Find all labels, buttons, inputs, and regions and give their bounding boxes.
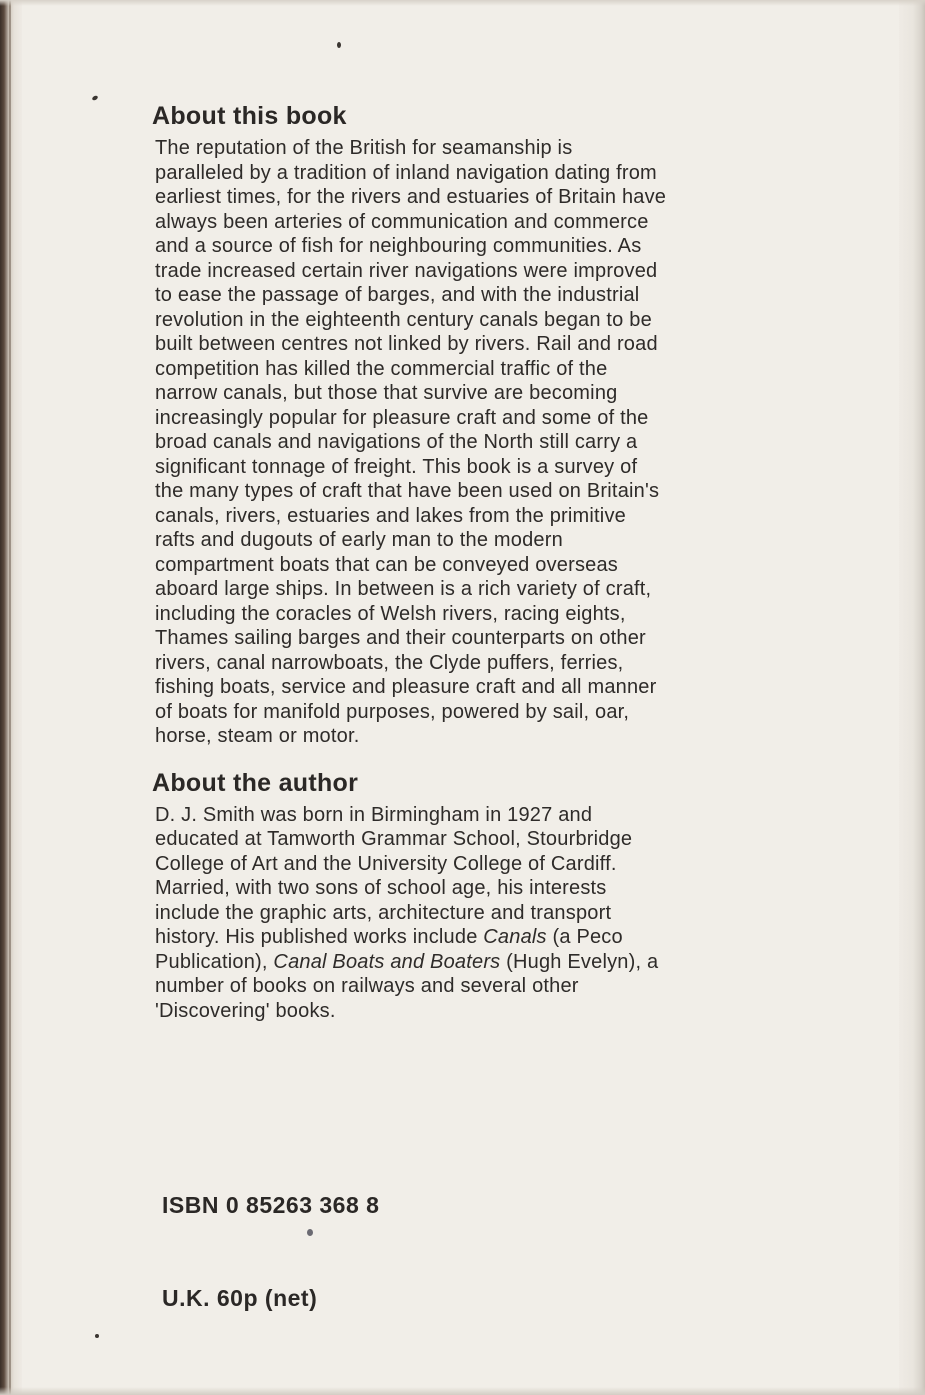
text-line: [155, 950, 775, 975]
about-book-section: [152, 100, 775, 749]
top-page-edge: [0, 0, 925, 6]
about-author-section: [152, 767, 775, 1024]
ink-speck: [337, 42, 341, 48]
bottom-page-edge: [0, 1387, 925, 1395]
text-fragment: Publication),: [155, 950, 274, 973]
text-line: number of books on railways and several other: [155, 975, 579, 997]
text-line: to ease the passage of barges, and with the industrial: [155, 284, 640, 306]
right-page-edge: [899, 0, 925, 1395]
isbn-number: ISBN 0 85263 368 8: [162, 1192, 380, 1218]
text-line: Married, with two sons of school age, his interests: [155, 877, 607, 899]
about-author-text: [155, 803, 775, 1024]
book-spine-edge: [0, 0, 22, 1395]
text-line: significant tonnage of freight. This book is a survey of: [155, 455, 638, 478]
text-line: earliest times, for the rivers and estuaries of Britain have: [155, 186, 667, 208]
text-line: always been arteries of communication and commerce: [155, 210, 649, 233]
spine-crease: [9, 0, 11, 1395]
text-line: increasingly popular for pleasure craft and some of the: [155, 406, 649, 429]
text-line: competition has killed the commercial traffic of the: [155, 357, 608, 380]
text-line: compartment boats that can be conveyed overseas: [155, 553, 618, 576]
ink-speck: [91, 95, 98, 101]
text-line: The reputation of the British for seamanship is: [155, 137, 573, 159]
text-line: rivers, canal narrowboats, the Clyde puffers, ferries,: [155, 651, 624, 674]
text-line: include the graphic arts, architecture and transport: [155, 901, 612, 924]
book-title-canal-boats: Canal Boats and Boaters: [273, 950, 501, 973]
ink-speck: [307, 1229, 313, 1236]
about-book-text: [155, 136, 775, 749]
text-line: revolution in the eighteenth century canals began to be: [155, 308, 652, 331]
text-line: rafts and dugouts of early man to the modern: [155, 529, 563, 551]
text-line: Thames sailing barges and their counterparts on other: [155, 627, 646, 649]
text-line: narrow canals, but those that survive are becoming: [155, 382, 618, 404]
text-fragment: (Hugh Evelyn), a: [500, 950, 659, 973]
text-line: trade increased certain river navigations were improved: [155, 259, 658, 282]
price-label: U.K. 60p (net): [162, 1285, 318, 1311]
text-line: fishing boats, service and pleasure craft and all manner: [155, 676, 657, 698]
text-line: the many types of craft that have been used on Britain's: [155, 480, 660, 502]
ink-speck: [95, 1334, 99, 1338]
text-line: broad canals and navigations of the North still carry a: [155, 431, 638, 453]
text-line: College of Art and the University College of Cardiff.: [155, 852, 617, 875]
text-fragment: (a Peco: [546, 926, 623, 948]
text-line: [155, 925, 775, 950]
text-line: educated at Tamworth Grammar School, Stourbridge: [155, 828, 633, 850]
text-line: aboard large ships. In between is a rich variety of craft,: [155, 578, 652, 600]
text-line: of boats for manifold purposes, powered by sail, oar,: [155, 700, 630, 723]
text-line: including the coracles of Welsh rivers, racing eights,: [155, 602, 626, 625]
text-fragment: history. His published works include: [155, 926, 484, 948]
text-line: 'Discovering' books.: [155, 999, 336, 1022]
text-line: paralleled by a tradition of inland navigation dating from: [155, 161, 657, 184]
about-book-heading: About this book: [152, 102, 347, 130]
book-title-canals: Canals: [483, 926, 547, 948]
blurb-content: [152, 100, 775, 1023]
text-line: canals, rivers, estuaries and lakes from the primitive: [155, 504, 626, 527]
text-line: D. J. Smith was born in Birmingham in 1927 and: [155, 803, 593, 826]
about-author-heading: About the author: [152, 768, 359, 797]
text-line: and a source of fish for neighbouring communities. As: [155, 235, 642, 257]
text-line: built between centres not linked by rivers. Rail and road: [155, 333, 658, 355]
text-line: horse, steam or motor.: [155, 725, 360, 747]
